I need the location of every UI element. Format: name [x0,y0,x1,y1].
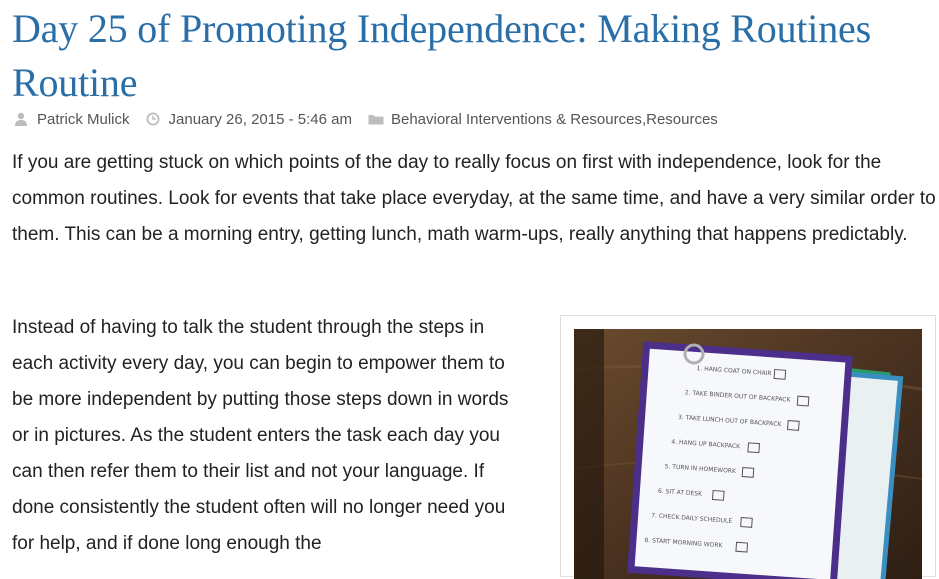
body-paragraph-2: Instead of having to talk the student through the steps in each activity every day, you can begin to empower them to be more independent by putting those steps down in words or in pictures. As the student enters the task each day you can then refer them to their list and not your language. If done consistently the student often will no longer need you for help, and if done long enough the [12,317,509,554]
clock-icon [146,112,160,126]
person-icon [14,112,28,126]
checklist-item-8: 8. START MORNING WORK [644,536,723,550]
author-link[interactable]: Patrick Mulick [37,110,130,128]
checklist-item-4: 4. HANG UP BACKPACK [671,438,741,451]
category-link-behavioral[interactable]: Behavioral Interventions & Resources [390,110,642,128]
post-date: January 26, 2015 - 5:46 am [168,110,352,128]
post-title: Day 25 of Promoting Independence: Making Routines Routine [12,6,871,105]
checklist-item-2: 2. TAKE BINDER OUT OF BACKPACK [684,389,791,404]
post-meta [14,108,718,130]
checklist-item-6: 6. SIT AT DESK [657,487,703,498]
checklist-item-5: 5. TURN IN HOMEWORK [664,463,737,476]
checklist-item-7: 7. CHECK DAILY SCHEDULE [650,512,733,525]
category-separator: , [641,110,647,128]
checklist-item-1: 1. HANG COAT ON CHAIR [696,365,772,378]
folder-icon [368,112,382,126]
photo-frame [560,315,936,577]
body-paragraph-1: If you are getting stuck on which points of the day to really focus on first with independence, look for the common routines. Look for events that take place everyday, at the same time, and have a very similar order to them. This can be a morning entry, getting lunch, math warm-ups, really anything that happens predictably. [12,152,936,245]
checklist-photo [574,329,922,579]
checklist-item-3: 3. TAKE LUNCH OUT OF BACKPACK [677,413,782,429]
category-link-resources[interactable]: Resources [646,110,718,128]
